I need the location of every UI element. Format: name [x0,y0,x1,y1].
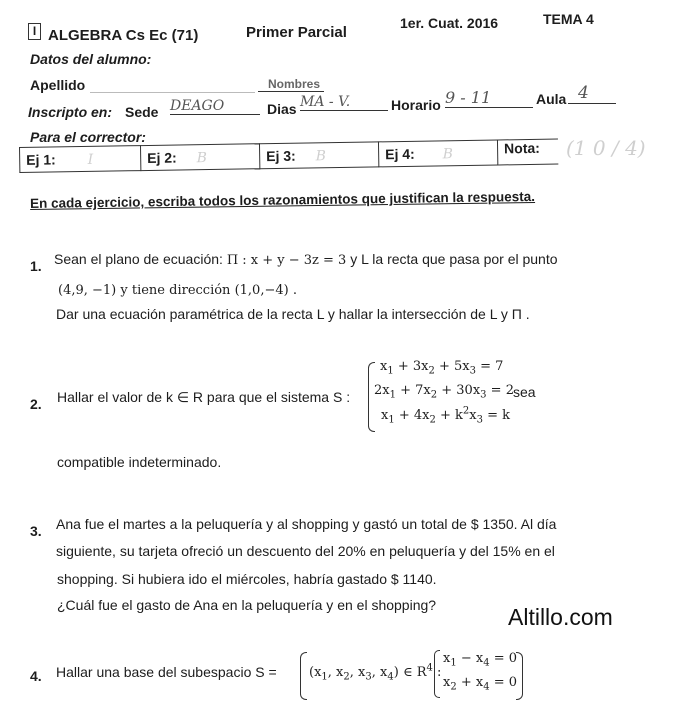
exercise-3-line-2: siguiente, su tarjeta ofreció un descuento del 20% en peluquería y del 15% en el [56,543,555,559]
condition-eq-1: $x_1 - x_4 = 0$ [443,651,518,669]
exercise-4-text: Hallar una base del subespacio S = [56,664,277,680]
nombres-label: Nombres [258,77,324,92]
set-brace-left [300,652,307,700]
nota-mark: (1 0 / 4) [566,136,646,160]
exercise-2-number: 2. [30,396,42,412]
term-label: 1er. Cuat. 2016 [400,15,499,31]
exercise-2-text: Hallar el valor de k ∈ R para que el sistema S : [57,389,351,405]
grade-mark-3: B [315,147,327,164]
exercise-1-number: 1. [30,258,42,274]
exercise-3-number: 3. [30,523,42,539]
set-tuple: ($x_1$, $x_2$, $x_3$, $x_4$) ∈ $R^4$ : [309,662,442,683]
tema-label: TEMA 4 [543,11,594,27]
exercise-1-line-1: Sean el plano de ecuación: Π : x + y − 3z = 3 y L la recta que pasa por el punto [54,251,558,268]
grade-cell-1: Ej 1: I [20,146,141,173]
grade-mark-1: I [87,151,94,168]
aula-label: Aula [536,91,567,107]
course-title: ALGEBRA Cs Ec (71) [48,27,199,44]
grade-cell-4: Ej 4: B [378,140,497,167]
grade-cell-3: Ej 3: B [259,142,378,169]
apellido-line [90,92,255,93]
horario-value: 9 - 11 [445,88,533,108]
dias-label: Dias [267,101,297,117]
horario-label: Horario [391,97,441,113]
exercise-3-line-1: Ana fue el martes a la peluquería y al shopping y gastó un total de $ 1350. Al día [56,516,557,532]
exercise-1-line-3: Dar una ecuación paramétrica de la recta L y hallar la intersección de L y Π . [56,306,530,322]
system-eq-1: $x_1 + 3x_2 + 5x_3 = 7$ [380,359,504,377]
exercise-1-line-2: (4,9, −1) y tiene dirección (1,0,−4) . [58,283,297,298]
student-section-title: Datos del alumno: [30,51,152,67]
plane-equation: Π : x + y − 3z = 3 [226,253,347,268]
nota-cell: Nota: [497,139,558,165]
apellido-label: Apellido [30,77,86,93]
instructions: En cada ejercicio, escriba todos los razonamientos que justifican la respuesta. [30,188,536,211]
exercise-2-sea: sea [513,384,536,400]
aula-value: 4 [568,83,616,104]
grade-cell-2: Ej 2: B [140,144,259,171]
grade-mark-4: B [442,145,454,162]
inscripto-label: Inscripto en: [28,104,113,120]
corrector-title: Para el corrector: [30,129,146,145]
dias-value: MA - V. [300,94,388,111]
exercise-2-after: compatible indeterminado. [57,454,222,470]
system-eq-2: $2x_1 + 7x_2 + 30x_3 = 2$ [374,383,514,401]
exercise-3-line-4: ¿Cuál fue el gasto de Ana en la peluquería y en el shopping? [57,597,437,613]
header-box-number: I [28,23,41,40]
grade-mark-2: B [196,149,208,166]
sede-label: Sede [125,104,159,120]
exercise-4-number: 4. [30,668,42,684]
system-eq-3: $x_1 + 4x_2 + k^2x_3 = k$ [381,405,511,426]
set-brace-right [516,652,523,700]
exercise-3-line-3: shopping. Si hubiera ido el miércoles, habría gastado $ 1140. [57,571,437,587]
sede-value: DEAGO [170,98,260,115]
condition-eq-2: $x_2 + x_4 = 0$ [443,675,518,693]
condition-brace [434,650,440,698]
watermark-logo: Altillo.com [508,604,613,630]
exam-title: Primer Parcial [246,24,347,41]
